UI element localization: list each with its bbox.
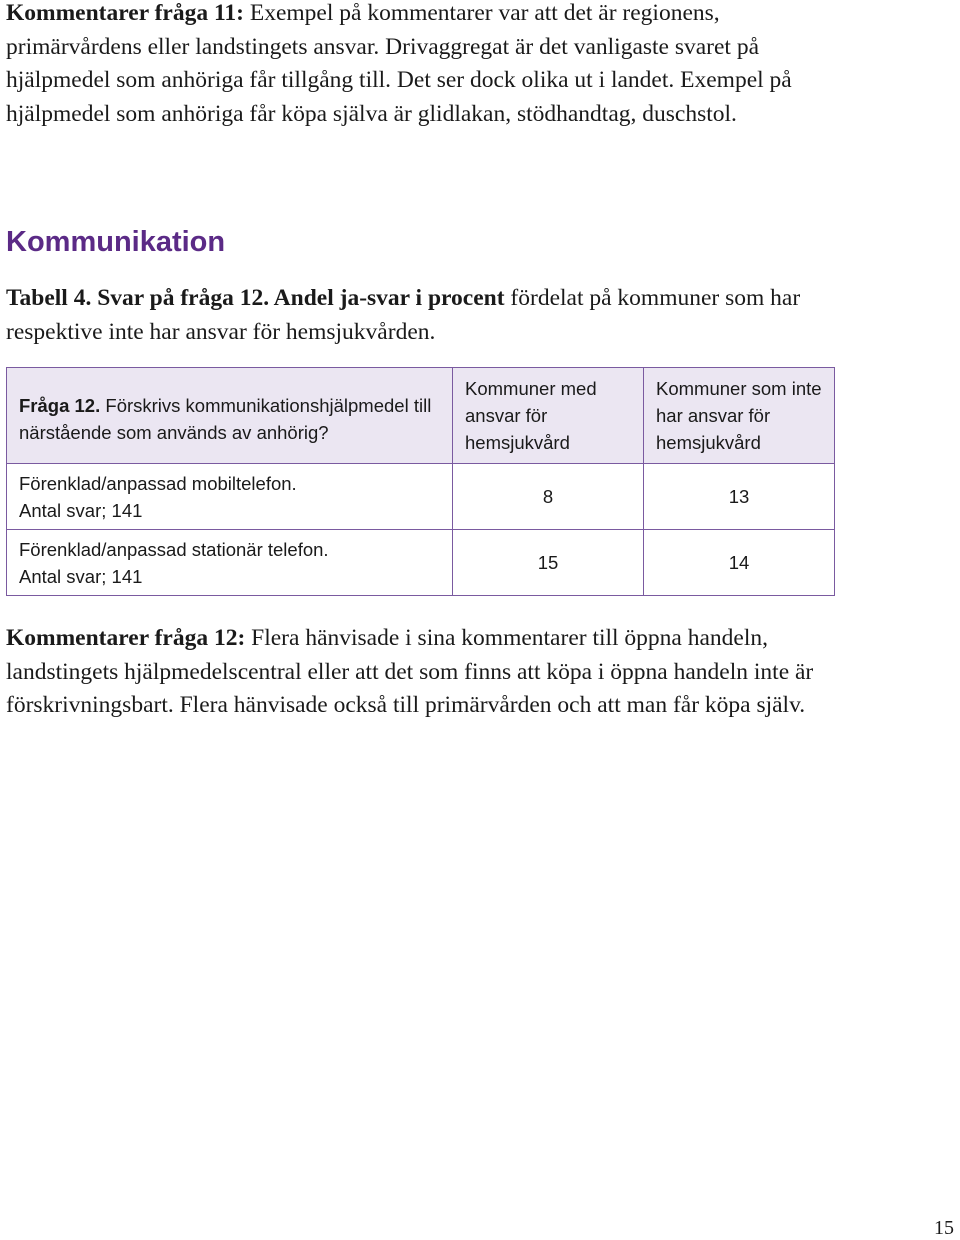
table-caption-text: fördelat på kommuner som har respektive inte har ansvar för hemsjukvården. <box>6 285 801 345</box>
comment-12-lead: Kommentarer fråga 12: <box>6 625 246 651</box>
results-table <box>6 367 835 596</box>
question-label: Fråga 12. <box>19 394 101 416</box>
value-without-responsibility: 14 <box>644 530 835 596</box>
comment-11-lead: Kommentarer fråga 11: <box>6 0 244 26</box>
row-label: Förenklad/anpassad mobiltelefon. <box>19 472 297 494</box>
question-text: Förskrivs kommunikationshjälpmedel till närstående som används av anhörig? <box>19 394 432 443</box>
table-header-row <box>7 368 835 464</box>
section-heading: Kommunikation <box>6 226 226 258</box>
comment-11-text: Exempel på kommentarer var att det är regionens, primärvårdens eller landstingets ansvar. Drivaggregat är det vanligaste svaret på hjälpmedel som anhöriga får tillgång till. Det ser dock olika ut i landet. Exempel på hjälpmedel som anhöriga får köpa själva är glidlakan, stödhandtag, duschstol. <box>6 0 792 127</box>
comment-question-11 <box>6 0 836 131</box>
column-header-with-responsibility: Kommuner med ansvar för hemsjukvård <box>453 368 644 464</box>
table-row <box>7 464 835 530</box>
comment-question-12 <box>6 622 836 723</box>
value-without-responsibility: 13 <box>644 464 835 530</box>
row-answer-count: Antal svar; 141 <box>19 499 143 521</box>
page-number: 15 <box>934 1217 954 1239</box>
question-header-cell <box>7 368 453 464</box>
value-with-responsibility: 15 <box>453 530 644 596</box>
row-answer-count: Antal svar; 141 <box>19 565 143 587</box>
row-label-cell <box>7 464 453 530</box>
comment-12-text: Flera hänvisade i sina kommentarer till öppna handeln, landstingets hjälpmedelscentral eller att det som finns att köpa i öppna handeln inte är förskrivningsbart. Flera hänvisade också till primärvården och att man får köpa själv. <box>6 625 814 718</box>
table-caption-label: Tabell 4. Svar på fråga 12. Andel ja-svar i procent <box>6 285 505 311</box>
row-label: Förenklad/anpassad stationär telefon. <box>19 538 329 560</box>
table-row <box>7 530 835 596</box>
value-with-responsibility: 8 <box>453 464 644 530</box>
row-label-cell <box>7 530 453 596</box>
table-caption <box>6 282 856 349</box>
column-header-without-responsibility: Kommuner som inte har ansvar för hemsjukvård <box>644 368 835 464</box>
